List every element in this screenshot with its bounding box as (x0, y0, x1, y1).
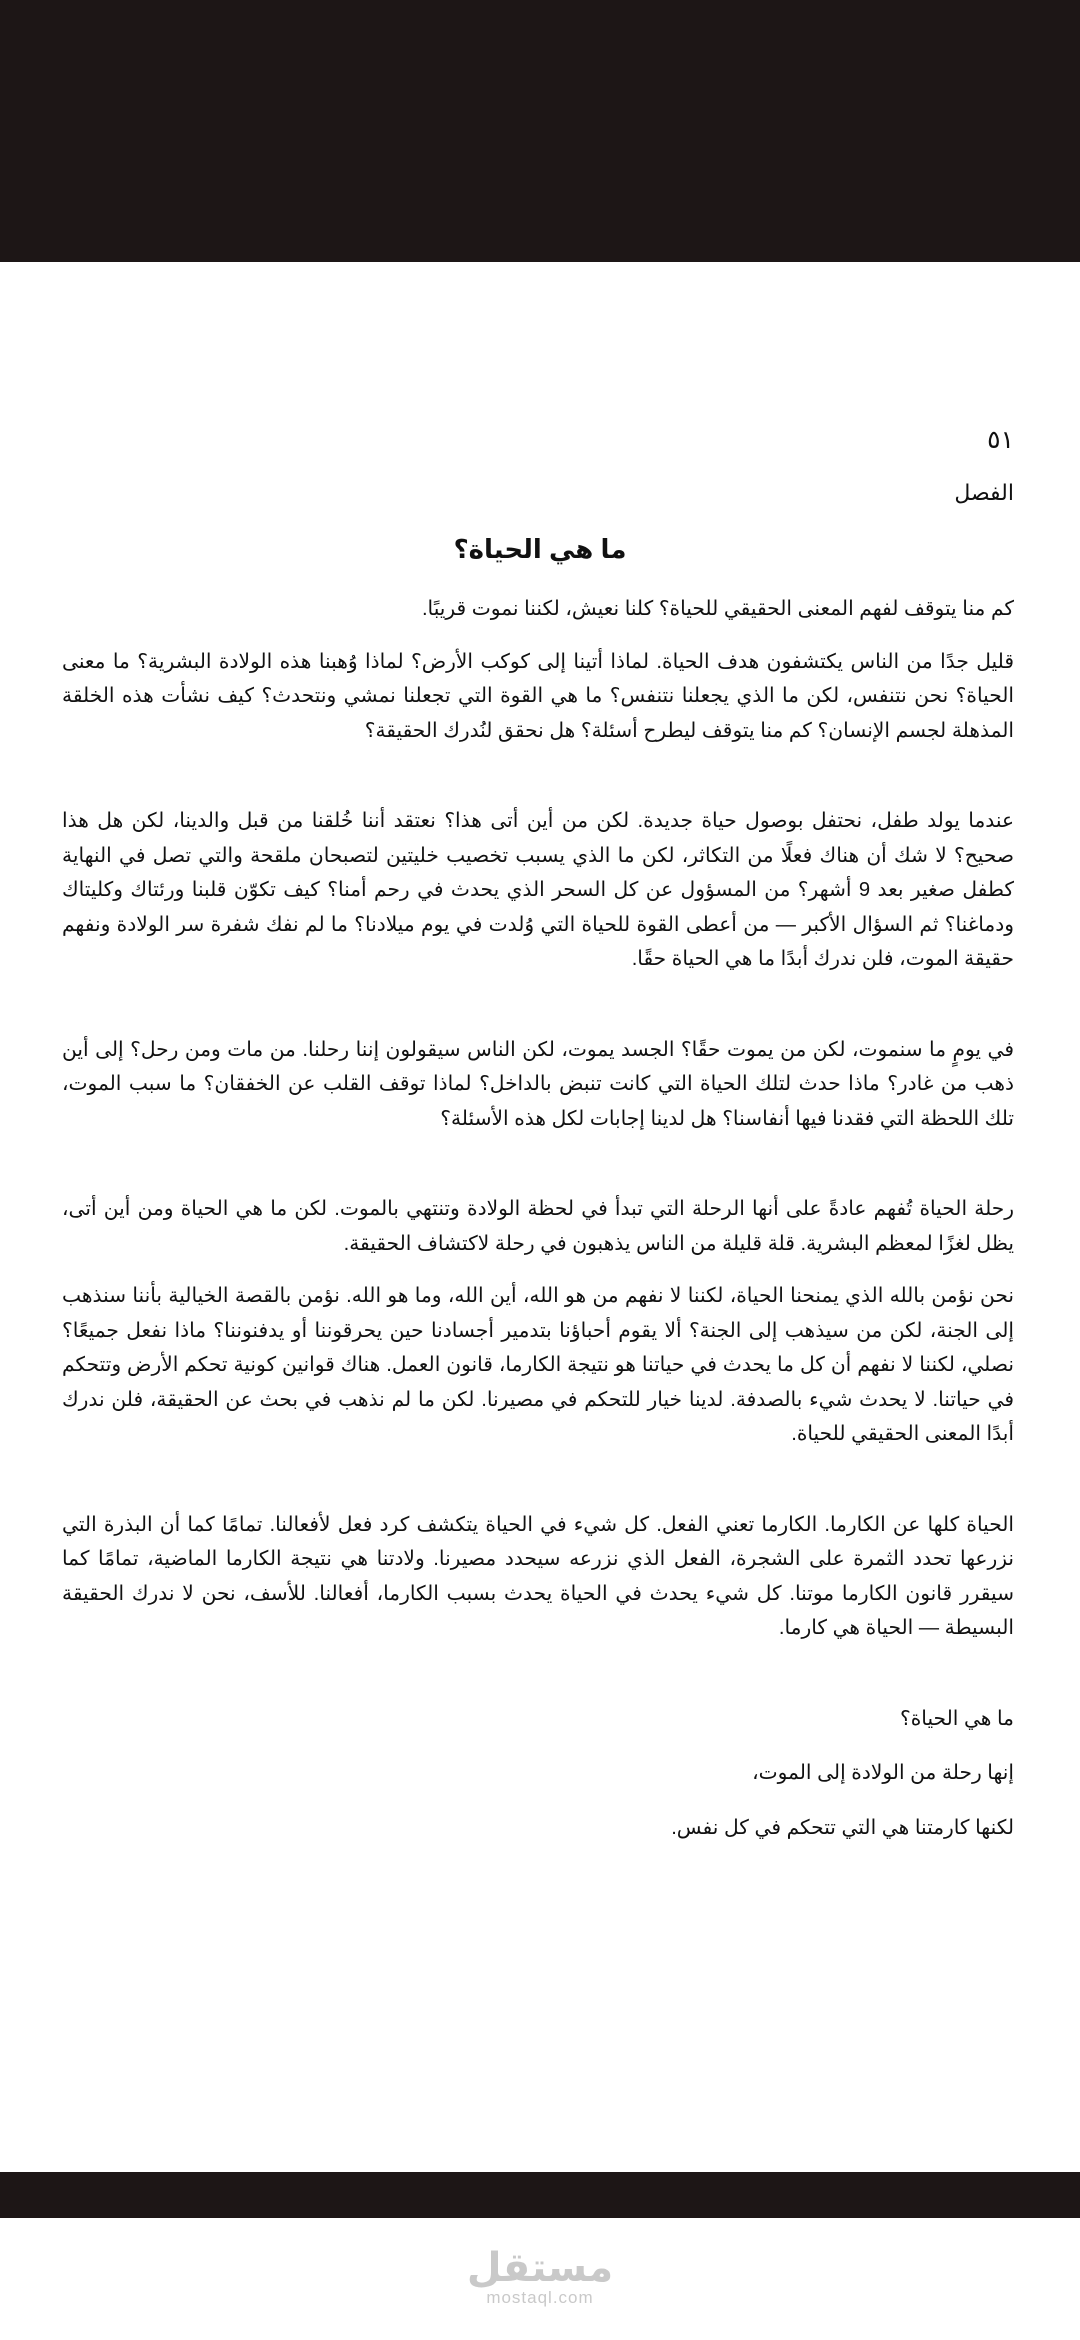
top-dark-band (0, 0, 1080, 262)
watermark-logo (0, 2248, 1080, 2308)
watermark-brand-arabic: مستقل (466, 2246, 614, 2290)
paragraph-belief: نحن نؤمن بالله الذي يمنحنا الحياة، لكننا لا نفهم من هو الله، أين الله، وما هو الله. نؤمن بالقصة الخيالية بأننا سنذهب إلى الجنة، لكن من سيذهب إلى الجنة؟ ألا يقوم أحباؤنا بتدمير أجسادنا حين يحرقوننا أو يدفنوننا؟ ماذا نفعل جميعًا؟ نصلي، لكننا لا نفهم أن كل ما يحدث في حياتنا هو نتيجة الكارما، قانون العمل. هناك قوانين كونية تحكم الأرض وتتحكم في حياتنا. لا يحدث شيء بالصدفة. لدينا خيار للتحكم في مصيرنا. لكن ما لم نذهب في بحث عن الحقيقة، فلن ندرك أبدًا المعنى الحقيقي للحياة. (62, 1285, 1014, 1445)
closing-line-question: ما هي الحياة؟ (900, 1707, 1014, 1730)
paragraph-purpose: قليل جدًا من الناس يكتشفون هدف الحياة. لماذا أتينا إلى كوكب الأرض؟ لماذا وُهبنا هذه الولادة البشرية؟ ما معنى الحياة؟ نحن نتنفس، لكن ما الذي يجعلنا نتنفس؟ ما هي القوة التي تجعلنا نمشي ونتحدث؟ كيف نشأت هذه الخلقة المذهلة لجسم الإنسان؟ كم منا يتوقف ليطرح أسئلة؟ هل نحقق لنُدرك الحقيقة؟ (62, 650, 1014, 742)
page-title: ما هي الحياة؟ (453, 534, 627, 564)
bottom-dark-band (0, 2172, 1080, 2218)
page-number: ٥١ (987, 426, 1014, 454)
chapter-label: الفصل (954, 480, 1014, 505)
paragraph-journey: رحلة الحياة تُفهم عادةً على أنها الرحلة التي تبدأ في لحظة الولادة وتنتهي بالموت. لكن ما هي الحياة ومن أين أتى، يظل لغزًا لمعظم البشرية. قلة قليلة من الناس يذهبون في رحلة لاكتشاف الحقيقة. (62, 1198, 1015, 1255)
paragraph-death: في يومٍ ما سنموت، لكن من يموت حقًا؟ الجسد يموت، لكن الناس سيقولون إننا رحلنا. من مات ومن رحل؟ إلى أين ذهب من غادر؟ ماذا حدث لتلك الحياة التي كانت تنبض بالداخل؟ لماذا توقف القلب عن الخفقان؟ ما سبب الموت، تلك اللحظة التي فقدنا فيها أنفاسنا؟ هل لدينا إجابات لكل هذه الأسئلة؟ (62, 1038, 1014, 1130)
watermark-brand-url: mostaql.com (486, 2288, 594, 2307)
paragraph-karma: الحياة كلها عن الكارما. الكارما تعني الفعل. كل شيء في الحياة يتكشف كرد فعل لأفعالنا. تمامًا كما أن البذرة التي نزرعها تحدد الثمرة على الشجرة، الفعل الذي نزرعه سيحدد مصيرنا. ولادتنا هي نتيجة الكارما الماضية، تمامًا كما سيقرر قانون الكارما موتنا. كل شيء يحدث في الحياة يحدث بسبب الكارما، أفعالنا. للأسف، نحن لا ندرك الحقيقة البسيطة — الحياة هي كارما. (62, 1513, 1014, 1639)
closing-line-journey: إنها رحلة من الولادة إلى الموت، (752, 1762, 1014, 1784)
paragraph-intro: كم منا يتوقف لفهم المعنى الحقيقي للحياة؟ كلنا نعيش، لكننا نموت قريبًا. (421, 598, 1014, 620)
paragraph-birth: عندما يولد طفل، نحتفل بوصول حياة جديدة. لكن من أين أتى هذا؟ نعتقد أننا خُلقنا من قبل والدينا، لكن هل هذا صحيح؟ لا شك أن هناك فعلًا من التكاثر، لكن ما الذي يسبب تخصيب خليتين لتصبحان ملقحة والتي تصل في النهاية كطفل صغير بعد 9 أشهر؟ من المسؤول عن كل السحر الذي يحدث في رحم أمنا؟ كيف تكوّن قلبنا ورئتاك وكليتاك ودماغنا؟ ثم السؤال الأكبر — من أعطى القوة للحياة التي وُلدت في يوم ميلادنا؟ ما لم نفك شفرة سر الولادة ونفهم حقيقة الموت، فلن ندرك أبدًا ما هي الحياة حقًا. (62, 810, 1014, 970)
document-body (62, 592, 1014, 1845)
closing-line-karma: لكنها كارمتنا هي التي تتحكم في كل نفس. (671, 1816, 1014, 1839)
